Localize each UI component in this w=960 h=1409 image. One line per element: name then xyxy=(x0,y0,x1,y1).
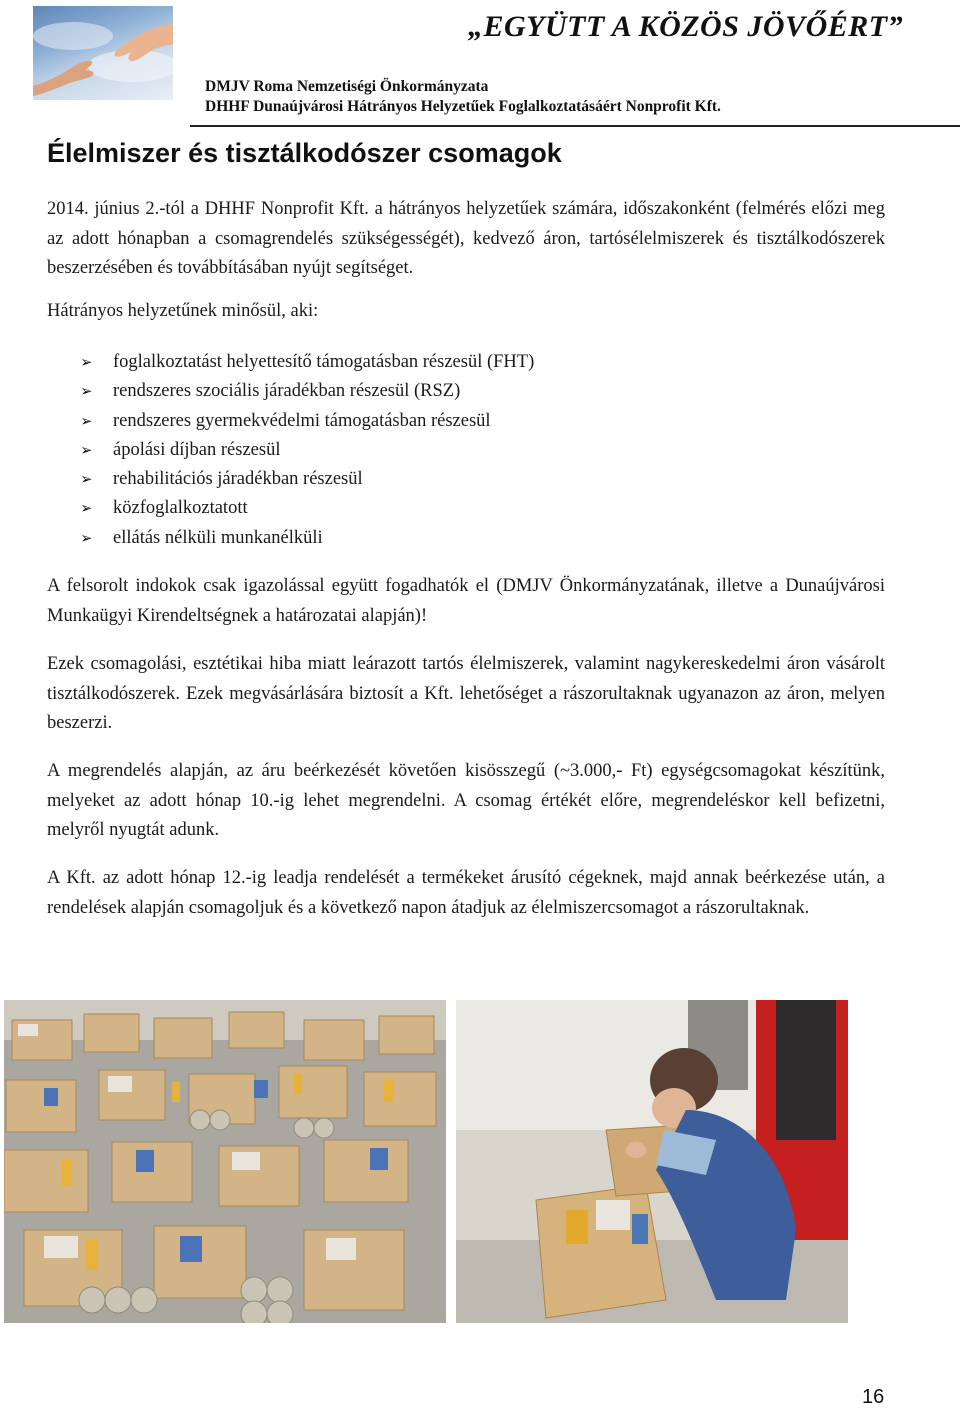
page-title: Élelmiszer és tisztálkodószer csomagok xyxy=(47,138,562,168)
header-org-name: DMJV Roma Nemzetiségi Önkormányzata xyxy=(205,78,489,95)
volunteer-packing-photo xyxy=(456,1000,848,1323)
list-item-text: ápolási díjban részesül xyxy=(113,439,281,460)
ordering-paragraph: A megrendelés alapján, az áru beérkezését követően kisösszegű (~3.000,- Ft) egységcsomagokat készítünk, melyeket az adott hónap 10.-ig lehet megrendelni. A csomag értékét előre, megrendeléskor kell befizetni, melyről nyugtát adunk. xyxy=(47,761,885,840)
arrow-bullet-icon: ➢ xyxy=(80,353,93,371)
list-item-text: közfoglalkoztatott xyxy=(113,498,248,519)
criteria-list xyxy=(80,348,534,553)
arrow-bullet-icon: ➢ xyxy=(80,411,93,430)
header-org-subname: DHHF Dunaújvárosi Hátrányos Helyzetűek Foglalkoztatásáért Nonprofit Kft. xyxy=(205,98,721,115)
list-item xyxy=(80,348,534,377)
arrow-bullet-icon: ➢ xyxy=(80,440,93,459)
list-item-text: ellátás nélküli munkanélküli xyxy=(113,527,323,548)
criteria-lead-paragraph: Hátrányos helyzetűnek minősül, aki: xyxy=(47,301,319,321)
list-item-text: rendszeres gyermekvédelmi támogatásban részesül xyxy=(113,410,491,431)
note-paragraph: A felsorolt indokok csak igazolással együtt fogadhatók el (DMJV Önkormányzatának, illetve a Dunaújvárosi Munkaügyi Kirendeltségnek a határozatai alapján)! xyxy=(47,576,885,626)
list-item xyxy=(80,407,534,436)
intro-paragraph: 2014. június 2.-tól a DHHF Nonprofit Kft. a hátrányos helyzetűek számára, időszakonként (felmérés előzi meg az adott hónapban a csomagrendelés szükségességét), kedvező áron, tartósélelmiszerek és tisztálkodószerek beszerzésében és továbbításában nyújt segítséget. xyxy=(47,199,885,278)
list-item xyxy=(80,377,534,406)
header-logo-hands-image xyxy=(33,6,173,100)
list-item-text: rendszeres szociális járadékban részesül (RSZ) xyxy=(113,381,461,402)
list-item xyxy=(80,436,534,465)
list-item-text: foglalkoztatást helyettesítő támogatásban részesül (FHT) xyxy=(113,352,535,372)
arrow-bullet-icon: ➢ xyxy=(80,528,93,547)
arrow-bullet-icon: ➢ xyxy=(80,382,93,401)
arrow-bullet-icon: ➢ xyxy=(80,499,93,518)
list-item xyxy=(80,494,534,523)
list-item xyxy=(80,524,534,553)
list-item-text: rehabilitációs járadékban részesül xyxy=(113,469,363,490)
header-divider xyxy=(190,125,960,127)
page-number: 16 xyxy=(862,1386,885,1408)
goods-paragraph: Ezek csomagolási, esztétikai hiba miatt leárazott tartós élelmiszerek, valamint nagykereskedelmi áron vásárolt tisztálkodószerek. Ezek megvásárlására biztosít a Kft. lehetőséget a rászorultaknak ugyanazon az áron, melyen beszerzi. xyxy=(47,654,885,733)
delivery-paragraph: A Kft. az adott hónap 12.-ig leadja rendelését a termékeket árusító cégeknek, majd annak beérkezése után, a rendelések alapján csomagoljuk és a következő napon átadjuk az élelmiszercsomagot a rászorultaknak. xyxy=(47,868,885,918)
food-packages-photo xyxy=(4,1000,446,1323)
arrow-bullet-icon: ➢ xyxy=(80,470,93,489)
list-item xyxy=(80,465,534,494)
header-motto: „EGYÜTT A KÖZÖS JÖVŐÉRT” xyxy=(468,10,904,43)
